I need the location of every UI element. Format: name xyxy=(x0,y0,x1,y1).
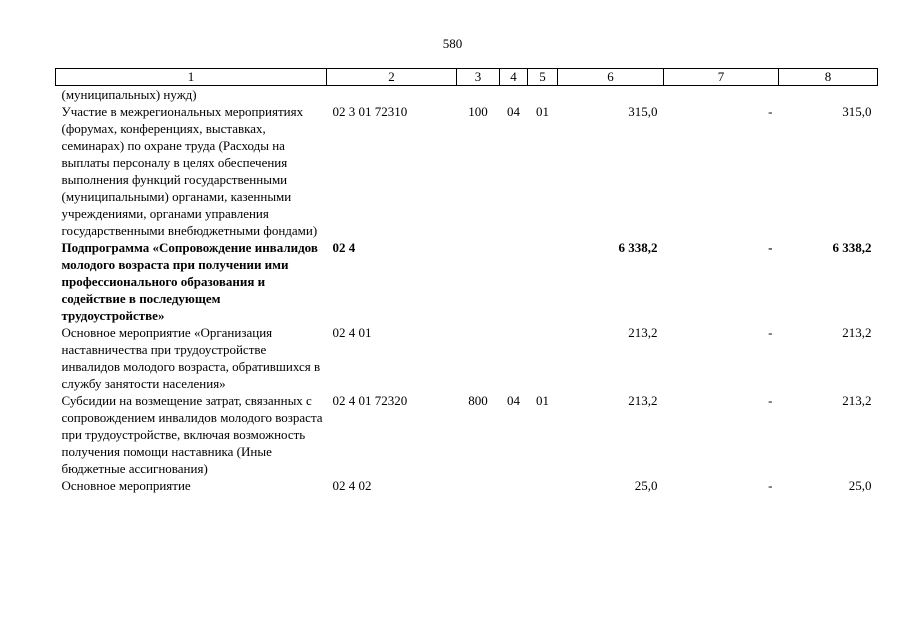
cell-total: 25,0 xyxy=(848,478,872,493)
cell-target-article: 02 4 02 xyxy=(332,478,372,493)
cell-change: - xyxy=(768,240,773,255)
cell-amount: 315,0 xyxy=(628,104,658,119)
cell-amount: 213,2 xyxy=(628,393,658,408)
cell-name: Основное мероприятие xyxy=(61,478,191,493)
cell-name: (муниципальных) нужд) xyxy=(61,87,197,102)
cell-section: 04 xyxy=(507,104,520,119)
cell-section xyxy=(500,239,528,324)
cell-amount xyxy=(558,86,664,104)
cell-section xyxy=(500,477,528,494)
page-number: 580 xyxy=(442,36,463,51)
cell-section xyxy=(500,324,528,392)
cell-subsection xyxy=(528,324,558,392)
cell-target-article: 02 4 01 xyxy=(332,325,372,340)
column-header: 6 xyxy=(558,69,664,86)
cell-subsection xyxy=(528,477,558,494)
cell-subsection xyxy=(528,239,558,324)
cell-section xyxy=(500,86,528,104)
table-row xyxy=(56,103,878,239)
cell-name: Подпрограмма «Сопровождение инвалидов молодого возраста при получении ими профессионального образования и содействие в последующем трудоустройстве» xyxy=(61,240,318,323)
cell-change xyxy=(664,86,779,104)
cell-expense-type xyxy=(457,239,500,324)
cell-total: 315,0 xyxy=(842,104,872,119)
cell-target-article: 02 4 xyxy=(332,240,356,255)
cell-target-article: 02 4 01 72320 xyxy=(332,393,408,408)
cell-target-article xyxy=(327,86,457,104)
column-header: 2 xyxy=(327,69,457,86)
column-header: 3 xyxy=(457,69,500,86)
cell-total: 213,2 xyxy=(842,393,872,408)
cell-section: 04 xyxy=(507,393,520,408)
cell-subsection: 01 xyxy=(536,104,549,119)
table-row xyxy=(56,392,878,477)
cell-expense-type xyxy=(457,86,500,104)
cell-total: 6 338,2 xyxy=(832,240,872,255)
cell-target-article: 02 3 01 72310 xyxy=(332,104,408,119)
budget-table xyxy=(55,68,878,494)
table-row xyxy=(56,324,878,392)
cell-change: - xyxy=(768,478,773,493)
cell-name: Основное мероприятие «Организация наставничества при трудоустройстве инвалидов молодого возраста, обратившихся в службу занятости населения» xyxy=(61,325,321,391)
cell-expense-type: 800 xyxy=(468,393,488,408)
cell-change: - xyxy=(768,393,773,408)
table-row xyxy=(56,477,878,494)
cell-amount: 6 338,2 xyxy=(618,240,658,255)
cell-amount: 25,0 xyxy=(634,478,658,493)
column-header: 4 xyxy=(500,69,528,86)
column-header: 8 xyxy=(779,69,878,86)
cell-subsection: 01 xyxy=(536,393,549,408)
table-row xyxy=(56,86,878,104)
cell-total: 213,2 xyxy=(842,325,872,340)
table-row xyxy=(56,239,878,324)
cell-total xyxy=(779,86,878,104)
cell-expense-type xyxy=(457,324,500,392)
cell-name: Субсидии на возмещение затрат, связанных с сопровождением инвалидов молодого возраста при трудоустройстве, включая возможность получения помощи наставника (Иные бюджетные ассигнования) xyxy=(61,393,323,476)
cell-expense-type: 100 xyxy=(468,104,488,119)
cell-expense-type xyxy=(457,477,500,494)
column-header: 1 xyxy=(56,69,327,86)
column-header: 5 xyxy=(528,69,558,86)
cell-change: - xyxy=(768,104,773,119)
column-header: 7 xyxy=(664,69,779,86)
cell-name: Участие в межрегиональных мероприятиях (форумах, конференциях, выставках, семинарах) по охране труда (Расходы на выплаты персоналу в целях обеспечения выполнения функций государственными (муниципальными) органами, казенными учреждениями, органами управления государственными внебюджетными фондами) xyxy=(61,104,318,238)
cell-amount: 213,2 xyxy=(628,325,658,340)
cell-change: - xyxy=(768,325,773,340)
header-row xyxy=(56,69,878,86)
cell-subsection xyxy=(528,86,558,104)
